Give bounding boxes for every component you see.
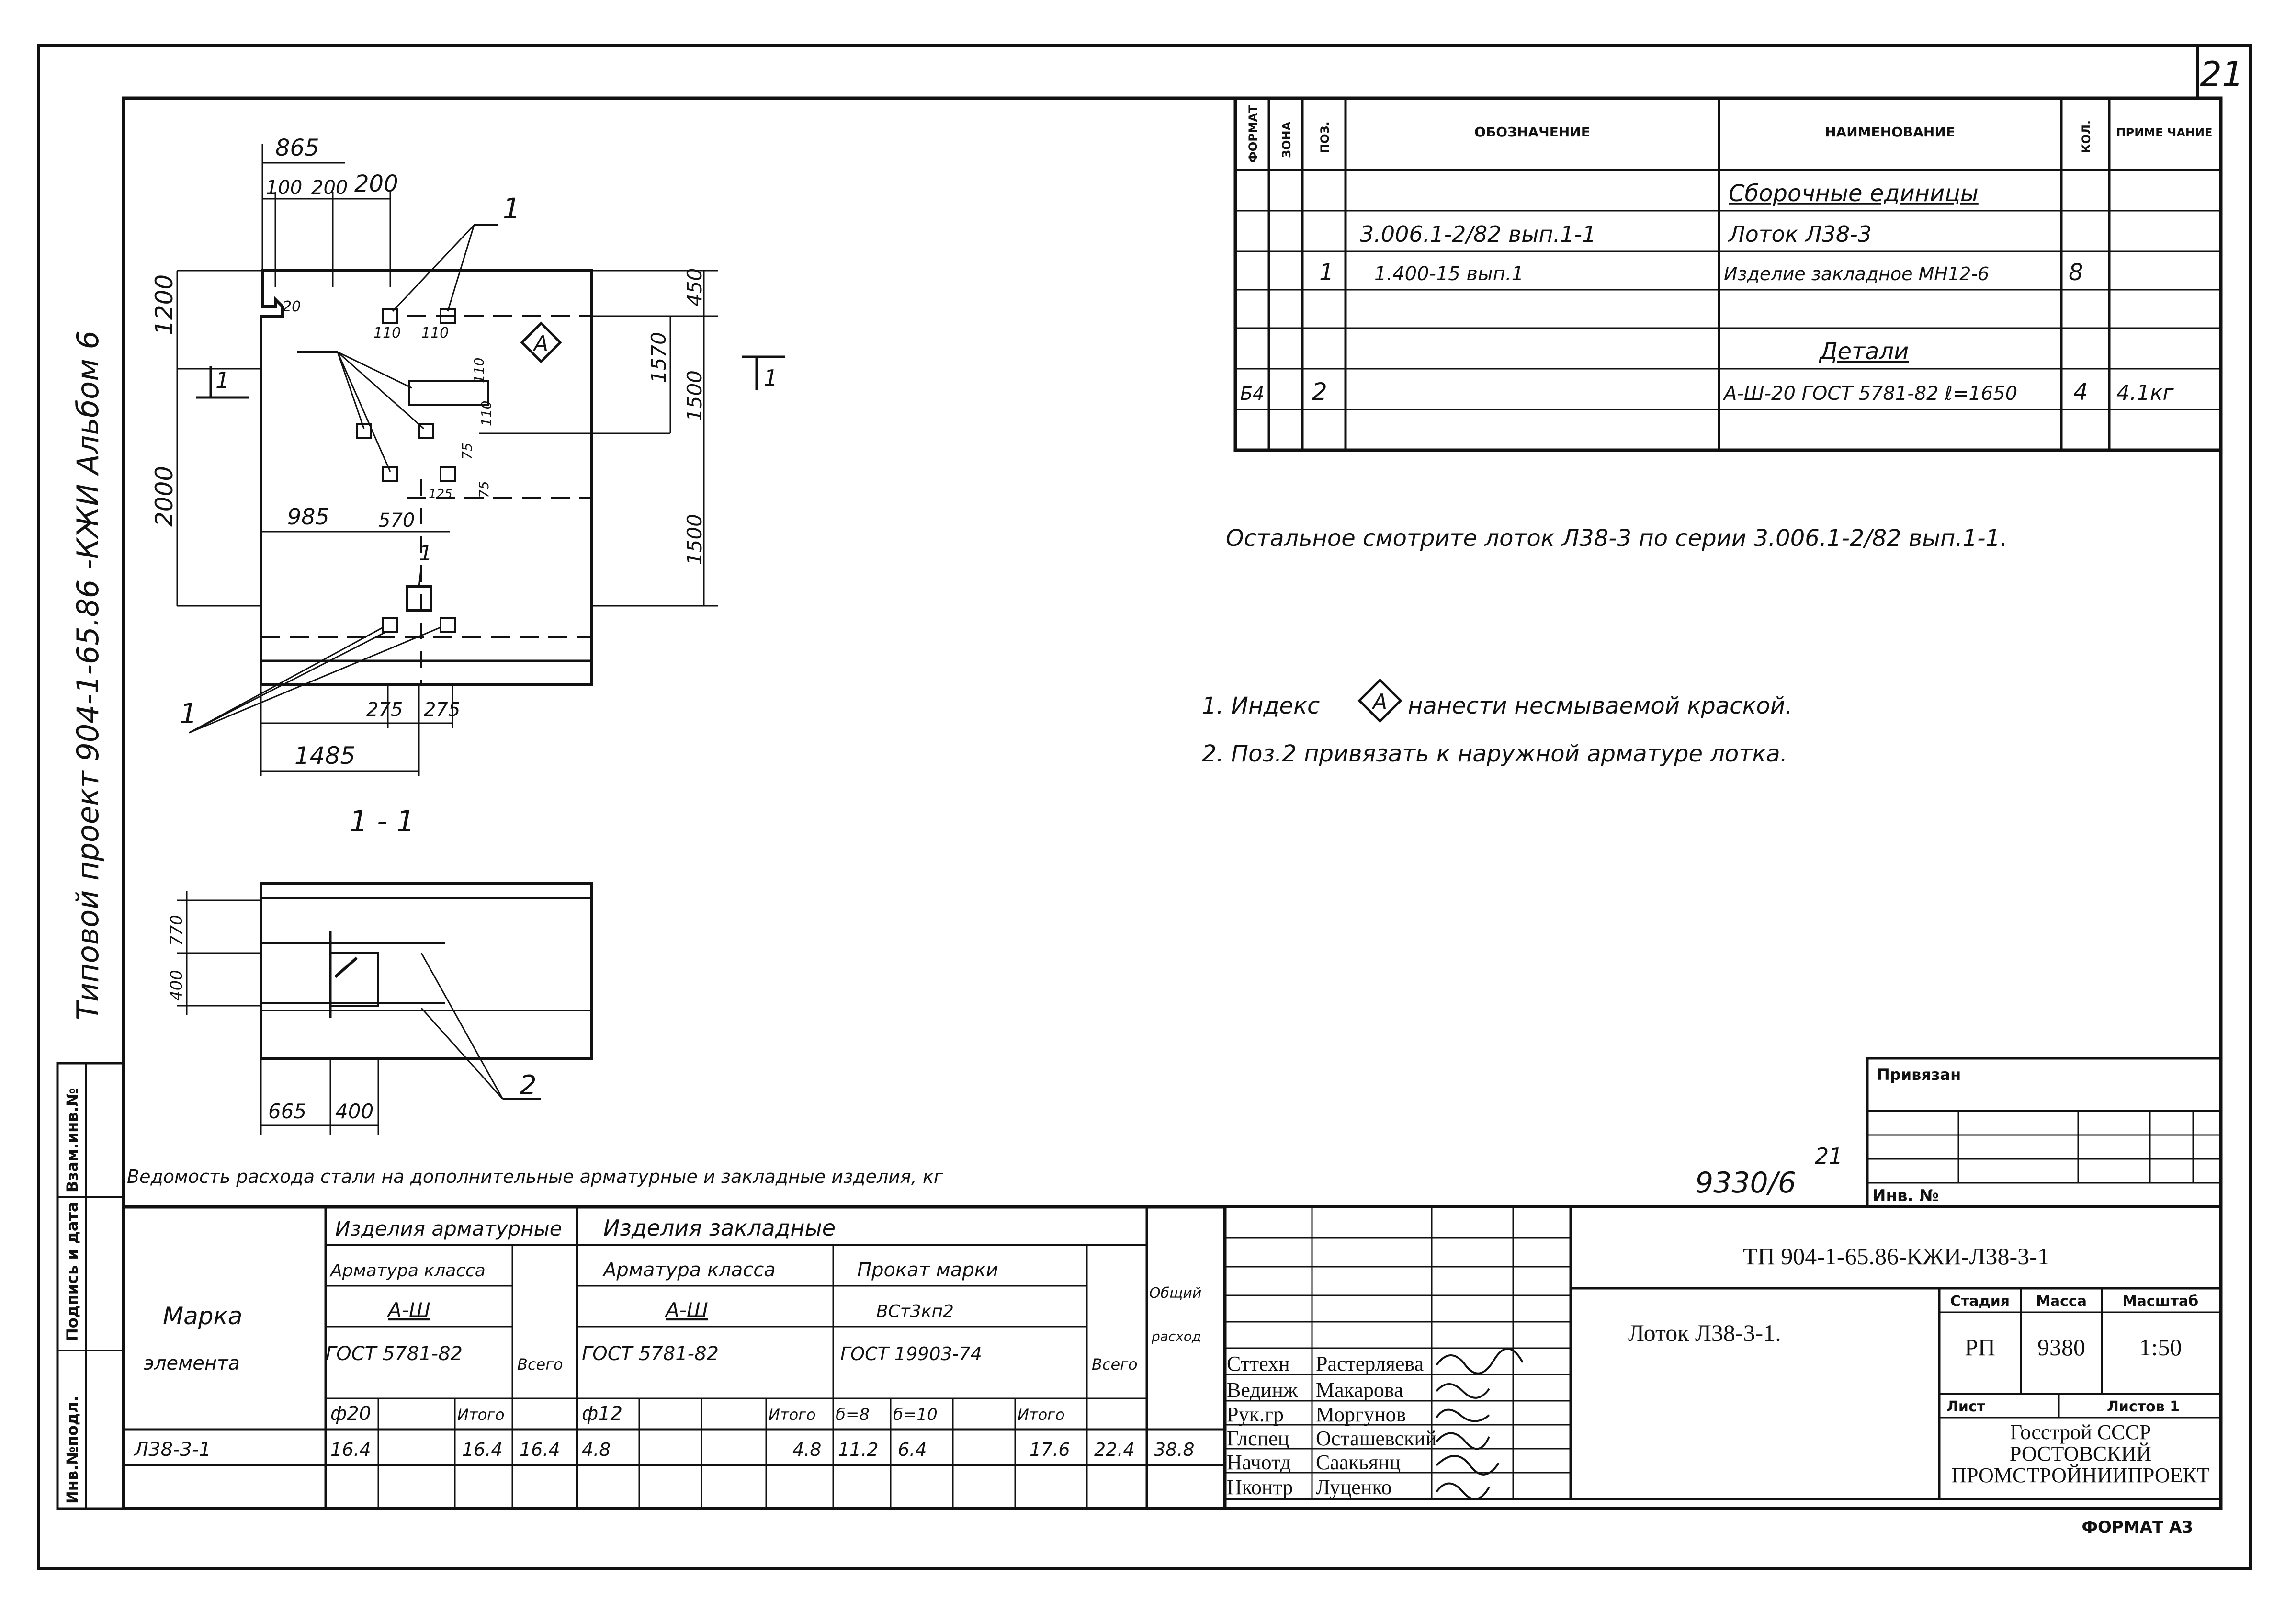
steel-group1: Изделия арматурные [335,1217,562,1240]
note-index-letter: A [1372,690,1388,714]
role-4: Начотд [1227,1451,1291,1474]
person-2: Моргунов [1316,1403,1406,1426]
steel-mark-header: Марка [163,1302,243,1330]
steel-row-b10: 6.4 [898,1439,927,1460]
spec-table [1235,98,2221,450]
embed-plate [383,618,397,632]
sheet-number: 21 [2200,54,2244,94]
callout-1-mid: 1 [419,541,432,566]
steel-g1-gost: ГОСТ 5781-82 [326,1343,463,1365]
index-letter: A [533,331,549,356]
steel-row-f12: 4.8 [582,1439,611,1460]
margin-cell-signature-date: Подпись и дата [63,1202,81,1341]
steel-row-b8: 11.2 [838,1439,879,1460]
embed-plate [357,424,371,438]
spec-header-note: ПРИМЕ ЧАНИЕ [2116,126,2213,139]
person-3: Осташевский [1316,1427,1437,1450]
role-1: Вединж [1227,1378,1298,1402]
steel-overall: Общий [1149,1285,1202,1302]
scale-label: Масштаб [2122,1293,2199,1310]
person-1: Макарова [1316,1378,1403,1402]
sheet-label: Лист [1946,1398,1986,1415]
callout-1-top: 1 [503,192,520,225]
margin-cell-replace-inv: Взам.инв.№ [63,1088,81,1192]
dim-75a: 75 [459,443,475,460]
role-3: Глспец [1227,1427,1289,1450]
steel-g1-class-val: А-Ш [388,1298,430,1322]
steel-row-tot1: 16.4 [520,1439,560,1460]
spec-row-qty: 8 [2069,259,2083,286]
steel-row-tot2: 22.4 [1094,1439,1135,1460]
dim-665: 665 [268,1100,307,1123]
drawing-name: Лоток Л38-3-1. [1628,1319,1781,1346]
section-title: 1 - 1 [350,805,415,838]
steel-row-it2: 4.8 [792,1439,822,1460]
steel-g2-class-val: А-Ш [666,1298,708,1322]
person-5: Луценко [1316,1476,1392,1499]
notes [1202,525,2007,767]
steel-prokat-gost: ГОСТ 19903-74 [840,1343,982,1364]
dim-400: 400 [335,1100,374,1123]
spec-row-pos: 2 [1312,378,1327,406]
dim-985: 985 [287,504,329,530]
stamp-number: 9330/6 [1695,1166,1797,1200]
steel-overall-2: расход [1152,1328,1201,1344]
dim-100: 100 [266,177,303,199]
person-0: Растерляева [1316,1352,1424,1375]
sheets-label: Листов 1 [2107,1398,2180,1415]
spec-row-note: 4.1кг [2116,381,2174,405]
steel-row-f20: 16.4 [330,1439,371,1460]
callout-2: 2 [520,1070,537,1101]
role-0: Сттехн [1227,1352,1290,1375]
steel-table [124,1166,1225,1509]
signature [1436,1484,1489,1499]
steel-g1-class: Арматура класса [330,1261,486,1281]
spec-row-name: А-Ш-20 ГОСТ 5781-82 ℓ=1650 [1724,383,2018,405]
spec-row-format: Б4 [1240,383,1265,404]
signature [1436,1384,1489,1398]
section-mark-right: 1 [764,365,778,391]
org-line-2: РОСТОВСКИЙ [2009,1442,2152,1465]
spec-header-zone: ЗОНА [1280,121,1293,158]
stamp-number-sup: 21 [1815,1143,1843,1169]
spec-row-qty: 4 [2073,379,2088,406]
note-2: 2. Поз.2 привязать к наружной арматуре лотка. [1202,740,1787,767]
embed-plate [407,587,431,611]
steel-sub-f12: ф12 [582,1403,623,1425]
signature [1436,1433,1489,1449]
note-1-end: нанести несмываемой краской. [1408,692,1793,719]
signature [1436,1456,1499,1475]
mass-value: 9380 [2037,1334,2085,1361]
dim-200a: 200 [311,177,348,199]
stage-value: РП [1965,1334,1995,1361]
steel-sub-b10: б=10 [893,1405,938,1424]
spec-header-designation: ОБОЗНАЧЕНИЕ [1474,124,1590,140]
steel-mark-header-2: элемента [144,1352,240,1374]
steel-row-it1: 16.4 [462,1439,503,1460]
dim-275b: 275 [424,699,461,721]
section-view [167,884,591,1135]
inv-label: Инв. № [1872,1186,1939,1205]
callout-1-bottom: 1 [180,697,197,730]
dim-450: 450 [683,268,706,307]
spec-row-name: Сборочные единицы [1729,180,1979,207]
section-mark-left: 1 [215,367,230,393]
dim-1570: 1570 [647,332,670,383]
spec-header-qty: КОЛ. [2080,120,2093,153]
steel-group2: Изделия закладные [603,1215,836,1241]
spec-row-designation: 3.006.1-2/82 вып.1-1 [1360,221,1596,247]
steel-total-1: Всего [517,1355,563,1374]
dim-75b: 75 [476,481,492,498]
steel-row-overall: 38.8 [1154,1439,1195,1460]
dim-200b: 200 [354,170,398,197]
dim-110b: 110 [421,325,449,341]
embed-plate [441,467,455,481]
steel-total-2: Всего [1092,1355,1138,1374]
dim-1485: 1485 [294,742,356,770]
dim-110d: 110 [478,400,494,426]
steel-g2-class: Арматура класса [603,1259,776,1281]
spec-row-pos: 1 [1319,259,1334,286]
drawing-code: ТП 904-1-65.86-КЖИ-Л38-3-1 [1743,1243,2049,1270]
dim-2000: 2000 [150,465,178,527]
dim-275a: 275 [366,699,403,721]
dim-20: 20 [283,298,301,315]
stage-label: Стадия [1950,1293,2010,1310]
dim-1200: 1200 [150,274,178,335]
embed-plate [441,618,455,632]
project-title-vertical: Типовой проект 904-1-65.86 -КЖИ Альбом 6 [70,330,105,1020]
steel-sub-f20: ф20 [330,1403,372,1425]
dim-110c: 110 [471,357,487,383]
steel-g2-gost: ГОСТ 5781-82 [582,1343,719,1365]
org-line-3: ПРОМСТРОЙНИИПРОЕКТ [1951,1464,2210,1487]
scale-value: 1:50 [2139,1334,2182,1361]
note-rest: Остальное смотрите лоток Л38-3 по серии 3.006.1-2/82 вып.1-1. [1226,525,2008,552]
mass-label: Масса [2036,1293,2087,1310]
dim-865: 865 [275,135,319,161]
dim-1500a: 1500 [683,370,706,421]
plan-view [150,135,785,838]
spec-header-format: ФОРМАТ [1246,105,1260,163]
spec-row-name: Изделие закладное МН12-6 [1724,263,1990,284]
steel-sub-itogo3: Итого [1018,1406,1065,1424]
spec-header-name: НАИМЕНОВАНИЕ [1825,124,1955,140]
spec-row-name: Детали [1820,338,1909,365]
title-block [1225,1058,2221,1499]
note-1-start: 1. Индекс [1202,692,1320,719]
dim-570: 570 [378,510,415,532]
dim-1500b: 1500 [683,514,706,565]
signature [1436,1349,1523,1374]
margin-cell-inv-original: Инв.№подл. [63,1396,81,1504]
steel-sub-itogo1: Итого [457,1406,505,1424]
steel-sub-itogo2: Итого [769,1406,816,1424]
person-4: Саакьянц [1316,1451,1401,1474]
steel-row-mark: Л38-3-1 [134,1439,211,1461]
spec-header-pos: ПОЗ. [1318,121,1332,153]
steel-row-it3: 17.6 [1029,1439,1070,1460]
role-5: Нконтр [1227,1476,1293,1499]
role-2: Рук.гр [1227,1403,1284,1426]
spec-row-name: Лоток Л38-3 [1729,221,1872,247]
embed-plate [383,309,397,323]
bound-label: Привязан [1877,1066,1961,1084]
steel-prokat: Прокат марки [857,1259,998,1281]
steel-title: Ведомость расхода стали на дополнительные арматурные и закладные изделия, кг [127,1166,943,1187]
spec-row-designation: 1.400-15 вып.1 [1374,263,1524,285]
format-label: ФОРМАТ А3 [2081,1518,2193,1537]
embed-plate [383,467,397,481]
dim-770: 770 [167,915,186,946]
steel-sub-b8: б=8 [836,1405,870,1424]
dim-110a: 110 [373,325,401,341]
signature [1436,1410,1489,1421]
dim-125: 125 [429,487,452,501]
org-line-1: Госстрой СССР [2010,1420,2151,1444]
dim-400v: 400 [167,970,186,1001]
steel-prokat-val: ВСт3кп2 [876,1302,954,1321]
